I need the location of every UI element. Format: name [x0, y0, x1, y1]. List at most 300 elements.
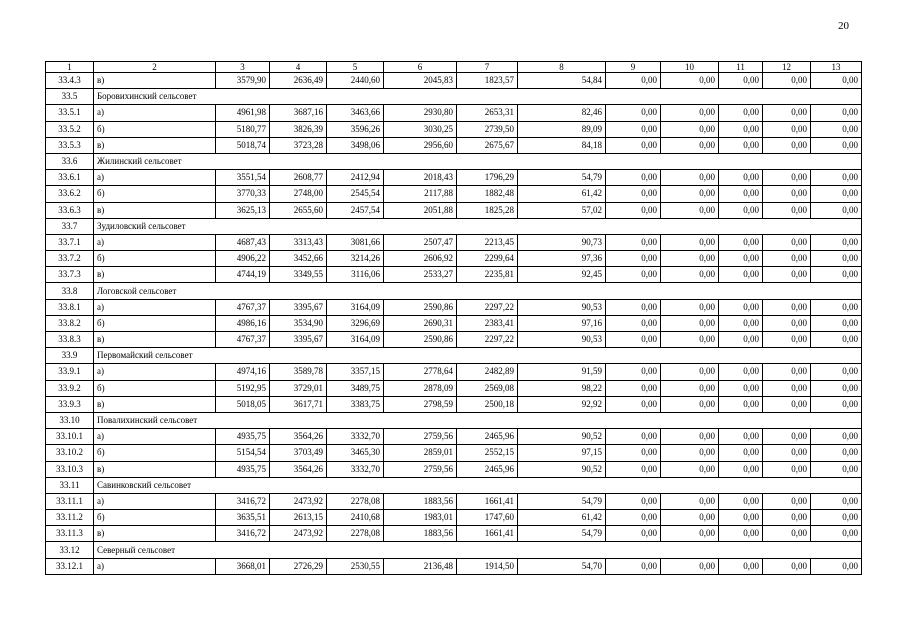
- value-cell: 0,00: [811, 121, 862, 137]
- value-cell: 1914,50: [457, 558, 518, 574]
- value-cell: 2798,59: [384, 396, 457, 412]
- value-cell: 0,00: [763, 445, 811, 461]
- value-cell: 2569,08: [457, 380, 518, 396]
- value-cell: 3564,26: [270, 461, 327, 477]
- value-cell: 92,45: [518, 267, 606, 283]
- row-code: 33.6.2: [46, 186, 94, 202]
- value-cell: 0,00: [763, 396, 811, 412]
- value-cell: 2726,29: [270, 558, 327, 574]
- value-cell: 0,00: [719, 105, 763, 121]
- row-code: 33.6.1: [46, 170, 94, 186]
- row-variant: в): [94, 202, 216, 218]
- tariff-table: [45, 61, 862, 575]
- table-row: [46, 429, 862, 445]
- value-cell: 0,00: [719, 299, 763, 315]
- section-title: Логовской сельсовет: [94, 283, 862, 299]
- value-cell: 0,00: [811, 493, 862, 509]
- value-cell: 0,00: [719, 493, 763, 509]
- value-cell: 0,00: [606, 461, 661, 477]
- value-cell: 90,52: [518, 429, 606, 445]
- value-cell: 3416,72: [216, 493, 270, 509]
- value-cell: 0,00: [606, 234, 661, 250]
- value-cell: 54,70: [518, 558, 606, 574]
- row-variant: б): [94, 186, 216, 202]
- value-cell: 0,00: [763, 137, 811, 153]
- value-cell: 2482,89: [457, 364, 518, 380]
- value-cell: 0,00: [811, 461, 862, 477]
- column-header: 5: [327, 62, 384, 73]
- value-cell: 4961,98: [216, 105, 270, 121]
- value-cell: 0,00: [606, 105, 661, 121]
- value-cell: 0,00: [763, 202, 811, 218]
- table-row: [46, 202, 862, 218]
- value-cell: 0,00: [719, 461, 763, 477]
- value-cell: 0,00: [811, 137, 862, 153]
- value-cell: 0,00: [763, 299, 811, 315]
- value-cell: 4767,37: [216, 299, 270, 315]
- value-cell: 0,00: [763, 121, 811, 137]
- table-row: [46, 558, 862, 574]
- value-cell: 2457,54: [327, 202, 384, 218]
- value-cell: 0,00: [661, 445, 719, 461]
- value-cell: 2412,94: [327, 170, 384, 186]
- value-cell: 2759,56: [384, 429, 457, 445]
- row-code: 33.10.1: [46, 429, 94, 445]
- value-cell: 0,00: [661, 493, 719, 509]
- value-cell: 4986,16: [216, 315, 270, 331]
- value-cell: 0,00: [661, 251, 719, 267]
- value-cell: 0,00: [763, 234, 811, 250]
- value-cell: 0,00: [661, 461, 719, 477]
- value-cell: 0,00: [811, 526, 862, 542]
- value-cell: 3617,71: [270, 396, 327, 412]
- value-cell: 0,00: [606, 380, 661, 396]
- value-cell: 2878,09: [384, 380, 457, 396]
- value-cell: 0,00: [811, 170, 862, 186]
- value-cell: 3579,90: [216, 73, 270, 89]
- value-cell: 2545,54: [327, 186, 384, 202]
- value-cell: 89,09: [518, 121, 606, 137]
- value-cell: 3729,01: [270, 380, 327, 396]
- row-variant: б): [94, 315, 216, 331]
- value-cell: 0,00: [811, 510, 862, 526]
- row-variant: в): [94, 332, 216, 348]
- table-row: [46, 251, 862, 267]
- value-cell: 2136,48: [384, 558, 457, 574]
- value-cell: 0,00: [661, 186, 719, 202]
- value-cell: 1823,57: [457, 73, 518, 89]
- value-cell: 0,00: [606, 170, 661, 186]
- value-cell: 0,00: [606, 315, 661, 331]
- section-code: 33.11: [46, 477, 94, 493]
- section-code: 33.7: [46, 218, 94, 234]
- value-cell: 4767,37: [216, 332, 270, 348]
- value-cell: 4935,75: [216, 461, 270, 477]
- value-cell: 0,00: [606, 186, 661, 202]
- value-cell: 0,00: [719, 332, 763, 348]
- table-row: [46, 445, 862, 461]
- section-code: 33.8: [46, 283, 94, 299]
- value-cell: 2213,45: [457, 234, 518, 250]
- value-cell: 82,46: [518, 105, 606, 121]
- value-cell: 2410,68: [327, 510, 384, 526]
- table-row: [46, 267, 862, 283]
- value-cell: 0,00: [661, 234, 719, 250]
- table-row: [46, 299, 862, 315]
- value-cell: 0,00: [719, 137, 763, 153]
- value-cell: 2473,92: [270, 493, 327, 509]
- table-row: [46, 186, 862, 202]
- value-cell: 54,79: [518, 493, 606, 509]
- row-variant: в): [94, 73, 216, 89]
- value-cell: 0,00: [763, 380, 811, 396]
- value-cell: 0,00: [606, 445, 661, 461]
- row-code: 33.10.2: [46, 445, 94, 461]
- value-cell: 2748,00: [270, 186, 327, 202]
- value-cell: 3625,13: [216, 202, 270, 218]
- value-cell: 0,00: [661, 137, 719, 153]
- row-variant: б): [94, 380, 216, 396]
- value-cell: 2590,86: [384, 332, 457, 348]
- row-variant: а): [94, 170, 216, 186]
- value-cell: 0,00: [606, 558, 661, 574]
- value-cell: 3395,67: [270, 299, 327, 315]
- value-cell: 0,00: [719, 121, 763, 137]
- value-cell: 3463,66: [327, 105, 384, 121]
- section-code: 33.10: [46, 412, 94, 428]
- value-cell: 3416,72: [216, 526, 270, 542]
- value-cell: 3116,06: [327, 267, 384, 283]
- value-cell: 0,00: [719, 445, 763, 461]
- value-cell: 4906,22: [216, 251, 270, 267]
- section-row: [46, 542, 862, 558]
- value-cell: 0,00: [606, 332, 661, 348]
- value-cell: 0,00: [661, 396, 719, 412]
- section-row: [46, 153, 862, 169]
- value-cell: 0,00: [811, 396, 862, 412]
- value-cell: 3164,09: [327, 299, 384, 315]
- value-cell: 0,00: [661, 121, 719, 137]
- value-cell: 2606,92: [384, 251, 457, 267]
- value-cell: 0,00: [606, 526, 661, 542]
- value-cell: 0,00: [763, 170, 811, 186]
- value-cell: 5180,77: [216, 121, 270, 137]
- row-variant: а): [94, 364, 216, 380]
- value-cell: 3723,28: [270, 137, 327, 153]
- value-cell: 0,00: [661, 332, 719, 348]
- value-cell: 2530,55: [327, 558, 384, 574]
- value-cell: 4687,43: [216, 234, 270, 250]
- value-cell: 2440,60: [327, 73, 384, 89]
- value-cell: 2297,22: [457, 299, 518, 315]
- value-cell: 3332,70: [327, 429, 384, 445]
- value-cell: 1747,60: [457, 510, 518, 526]
- value-cell: 1796,29: [457, 170, 518, 186]
- value-cell: 0,00: [719, 73, 763, 89]
- value-cell: 3551,54: [216, 170, 270, 186]
- row-variant: в): [94, 267, 216, 283]
- value-cell: 0,00: [661, 526, 719, 542]
- row-code: 33.12.1: [46, 558, 94, 574]
- value-cell: 0,00: [763, 526, 811, 542]
- section-row: [46, 348, 862, 364]
- value-cell: 3349,55: [270, 267, 327, 283]
- value-cell: 91,59: [518, 364, 606, 380]
- value-cell: 3635,51: [216, 510, 270, 526]
- value-cell: 0,00: [811, 315, 862, 331]
- table-row: [46, 493, 862, 509]
- row-code: 33.7.3: [46, 267, 94, 283]
- value-cell: 1882,48: [457, 186, 518, 202]
- value-cell: 2956,60: [384, 137, 457, 153]
- value-cell: 4744,19: [216, 267, 270, 283]
- value-cell: 0,00: [606, 267, 661, 283]
- value-cell: 3498,06: [327, 137, 384, 153]
- value-cell: 0,00: [719, 251, 763, 267]
- value-cell: 84,18: [518, 137, 606, 153]
- value-cell: 0,00: [763, 186, 811, 202]
- table-row: [46, 332, 862, 348]
- value-cell: 0,00: [606, 396, 661, 412]
- table-row: [46, 170, 862, 186]
- table-row: [46, 461, 862, 477]
- value-cell: 2507,47: [384, 234, 457, 250]
- value-cell: 0,00: [811, 558, 862, 574]
- value-cell: 54,84: [518, 73, 606, 89]
- header-row: [46, 62, 862, 73]
- value-cell: 3452,66: [270, 251, 327, 267]
- value-cell: 0,00: [763, 461, 811, 477]
- value-cell: 0,00: [606, 299, 661, 315]
- value-cell: 0,00: [811, 186, 862, 202]
- row-variant: б): [94, 445, 216, 461]
- row-code: 33.7.1: [46, 234, 94, 250]
- row-code: 33.11.2: [46, 510, 94, 526]
- section-row: [46, 477, 862, 493]
- row-code: 33.8.1: [46, 299, 94, 315]
- section-title: Зудиловский сельсовет: [94, 218, 862, 234]
- value-cell: 0,00: [811, 234, 862, 250]
- value-cell: 2299,64: [457, 251, 518, 267]
- value-cell: 0,00: [719, 396, 763, 412]
- value-cell: 0,00: [811, 251, 862, 267]
- table-row: [46, 315, 862, 331]
- row-variant: а): [94, 299, 216, 315]
- column-header: 2: [94, 62, 216, 73]
- value-cell: 2613,15: [270, 510, 327, 526]
- value-cell: 97,15: [518, 445, 606, 461]
- value-cell: 0,00: [763, 429, 811, 445]
- section-code: 33.12: [46, 542, 94, 558]
- row-code: 33.8.3: [46, 332, 94, 348]
- value-cell: 1883,56: [384, 493, 457, 509]
- value-cell: 0,00: [811, 380, 862, 396]
- value-cell: 0,00: [719, 510, 763, 526]
- section-row: [46, 412, 862, 428]
- section-row: [46, 89, 862, 105]
- value-cell: 3383,75: [327, 396, 384, 412]
- value-cell: 2636,49: [270, 73, 327, 89]
- value-cell: 0,00: [719, 315, 763, 331]
- row-code: 33.5.3: [46, 137, 94, 153]
- value-cell: 1661,41: [457, 493, 518, 509]
- value-cell: 2383,41: [457, 315, 518, 331]
- row-variant: в): [94, 137, 216, 153]
- value-cell: 0,00: [719, 267, 763, 283]
- section-row: [46, 218, 862, 234]
- value-cell: 5018,05: [216, 396, 270, 412]
- value-cell: 0,00: [811, 202, 862, 218]
- column-header: 7: [457, 62, 518, 73]
- row-variant: а): [94, 493, 216, 509]
- value-cell: 0,00: [606, 137, 661, 153]
- value-cell: 97,36: [518, 251, 606, 267]
- value-cell: 2552,15: [457, 445, 518, 461]
- value-cell: 3703,49: [270, 445, 327, 461]
- value-cell: 0,00: [811, 267, 862, 283]
- value-cell: 0,00: [719, 526, 763, 542]
- row-variant: б): [94, 121, 216, 137]
- value-cell: 0,00: [661, 202, 719, 218]
- column-header: 4: [270, 62, 327, 73]
- value-cell: 1661,41: [457, 526, 518, 542]
- row-variant: в): [94, 461, 216, 477]
- value-cell: 61,42: [518, 510, 606, 526]
- value-cell: 57,02: [518, 202, 606, 218]
- table-row: [46, 234, 862, 250]
- row-variant: в): [94, 526, 216, 542]
- value-cell: 3770,33: [216, 186, 270, 202]
- table-row: [46, 105, 862, 121]
- value-cell: 0,00: [719, 170, 763, 186]
- value-cell: 2117,88: [384, 186, 457, 202]
- column-header: 13: [811, 62, 862, 73]
- value-cell: 2653,31: [457, 105, 518, 121]
- column-header: 8: [518, 62, 606, 73]
- row-code: 33.8.2: [46, 315, 94, 331]
- column-header: 9: [606, 62, 661, 73]
- value-cell: 3313,43: [270, 234, 327, 250]
- value-cell: 2278,08: [327, 493, 384, 509]
- value-cell: 0,00: [763, 73, 811, 89]
- row-code: 33.7.2: [46, 251, 94, 267]
- value-cell: 2759,56: [384, 461, 457, 477]
- value-cell: 0,00: [811, 73, 862, 89]
- value-cell: 0,00: [719, 234, 763, 250]
- value-cell: 2018,43: [384, 170, 457, 186]
- value-cell: 0,00: [719, 364, 763, 380]
- row-code: 33.10.3: [46, 461, 94, 477]
- value-cell: 3668,01: [216, 558, 270, 574]
- value-cell: 0,00: [661, 429, 719, 445]
- value-cell: 0,00: [811, 299, 862, 315]
- value-cell: 0,00: [606, 73, 661, 89]
- value-cell: 4935,75: [216, 429, 270, 445]
- row-code: 33.9.3: [46, 396, 94, 412]
- value-cell: 2590,86: [384, 299, 457, 315]
- value-cell: 0,00: [763, 364, 811, 380]
- value-cell: 0,00: [811, 445, 862, 461]
- value-cell: 2608,77: [270, 170, 327, 186]
- value-cell: 2278,08: [327, 526, 384, 542]
- value-cell: 3826,39: [270, 121, 327, 137]
- row-code: 33.9.1: [46, 364, 94, 380]
- table-row: [46, 380, 862, 396]
- row-code: 33.5.2: [46, 121, 94, 137]
- row-variant: б): [94, 251, 216, 267]
- column-header: 10: [661, 62, 719, 73]
- value-cell: 0,00: [719, 558, 763, 574]
- row-code: 33.5.1: [46, 105, 94, 121]
- value-cell: 0,00: [763, 315, 811, 331]
- table-row: [46, 121, 862, 137]
- value-cell: 0,00: [719, 186, 763, 202]
- value-cell: 97,16: [518, 315, 606, 331]
- value-cell: 4974,16: [216, 364, 270, 380]
- value-cell: 0,00: [661, 105, 719, 121]
- value-cell: 3687,16: [270, 105, 327, 121]
- table-row: [46, 364, 862, 380]
- value-cell: 0,00: [606, 251, 661, 267]
- value-cell: 0,00: [661, 558, 719, 574]
- value-cell: 54,79: [518, 170, 606, 186]
- table-row: [46, 396, 862, 412]
- value-cell: 0,00: [606, 493, 661, 509]
- value-cell: 2465,96: [457, 429, 518, 445]
- value-cell: 3214,26: [327, 251, 384, 267]
- value-cell: 0,00: [811, 429, 862, 445]
- value-cell: 3357,15: [327, 364, 384, 380]
- table-row: [46, 73, 862, 89]
- value-cell: 3534,90: [270, 315, 327, 331]
- value-cell: 2675,67: [457, 137, 518, 153]
- value-cell: 0,00: [606, 121, 661, 137]
- value-cell: 0,00: [763, 332, 811, 348]
- value-cell: 3030,25: [384, 121, 457, 137]
- value-cell: 5018,74: [216, 137, 270, 153]
- value-cell: 3489,75: [327, 380, 384, 396]
- value-cell: 2297,22: [457, 332, 518, 348]
- row-code: 33.11.1: [46, 493, 94, 509]
- value-cell: 0,00: [606, 364, 661, 380]
- value-cell: 90,53: [518, 299, 606, 315]
- value-cell: 2465,96: [457, 461, 518, 477]
- row-variant: а): [94, 429, 216, 445]
- column-header: 6: [384, 62, 457, 73]
- value-cell: 2235,81: [457, 267, 518, 283]
- value-cell: 0,00: [661, 315, 719, 331]
- value-cell: 0,00: [606, 202, 661, 218]
- value-cell: 0,00: [763, 105, 811, 121]
- value-cell: 3296,69: [327, 315, 384, 331]
- section-title: Северный сельсовет: [94, 542, 862, 558]
- column-header: 1: [46, 62, 94, 73]
- value-cell: 90,53: [518, 332, 606, 348]
- value-cell: 3395,67: [270, 332, 327, 348]
- value-cell: 2859,01: [384, 445, 457, 461]
- value-cell: 0,00: [661, 299, 719, 315]
- value-cell: 2690,31: [384, 315, 457, 331]
- value-cell: 3596,26: [327, 121, 384, 137]
- value-cell: 1983,01: [384, 510, 457, 526]
- value-cell: 2655,60: [270, 202, 327, 218]
- page-number: 20: [838, 20, 849, 32]
- value-cell: 2778,64: [384, 364, 457, 380]
- value-cell: 2930,80: [384, 105, 457, 121]
- section-title: Савинковский сельсовет: [94, 477, 862, 493]
- value-cell: 1883,56: [384, 526, 457, 542]
- value-cell: 90,52: [518, 461, 606, 477]
